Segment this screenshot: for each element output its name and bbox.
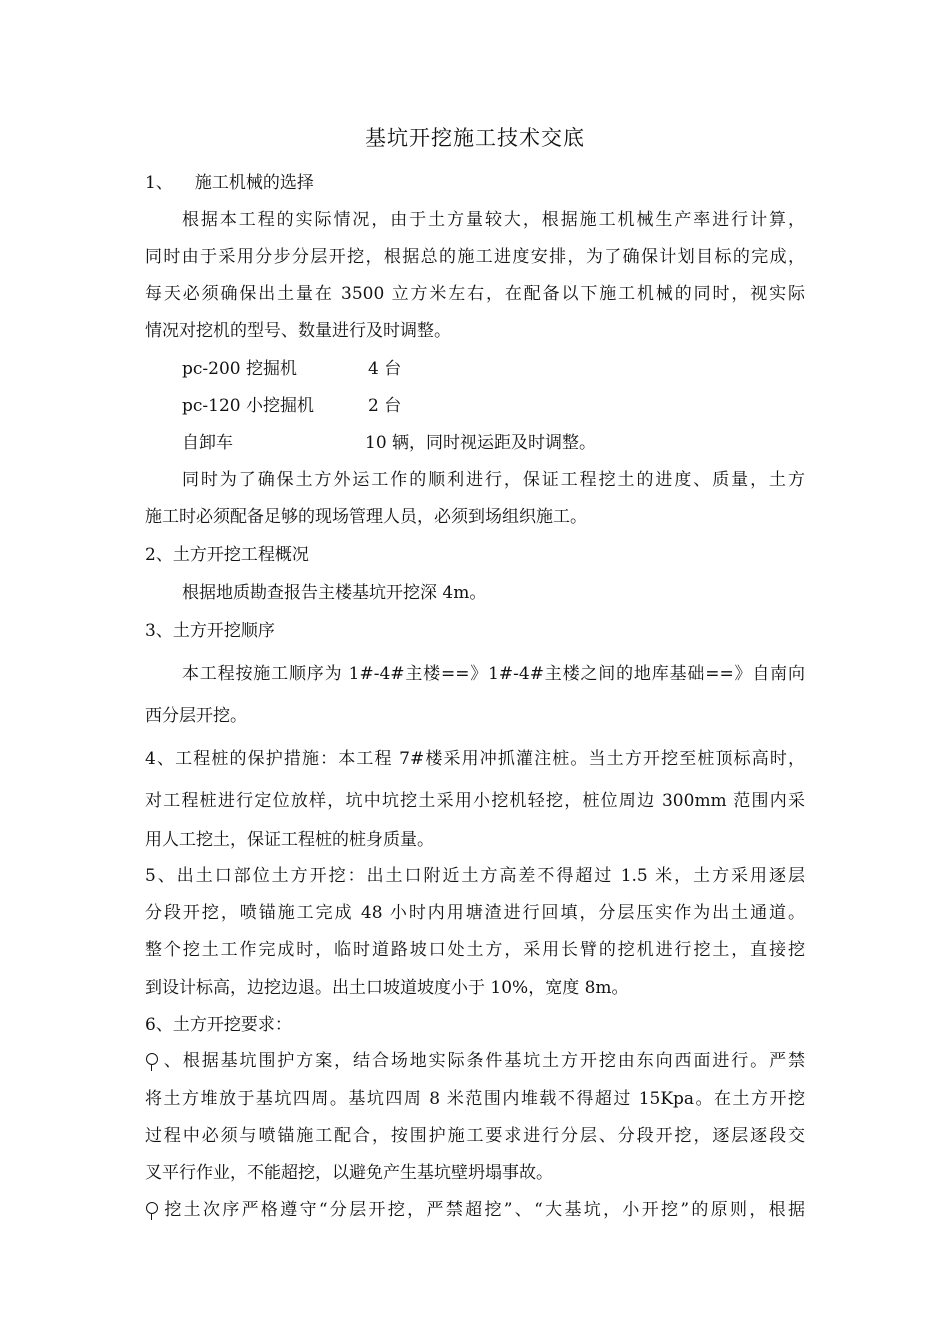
section-5-line: 分段开挖，喷锚施工完成 48 小时内用塘渣进行回填，分层压实作为出土通道。 [145, 903, 805, 923]
paragraph-line: 根据本工程的实际情况，由于土方量较大，根据施工机械生产率进行计算， [182, 210, 805, 230]
machine-qty: 10 辆，同时视运距及时调整。 [365, 433, 597, 453]
bullet-icon [145, 1053, 159, 1067]
bullet-line: 、根据基坑围护方案，结合场地实际条件基坑土方开挖由东向西面进行。严禁 [145, 1050, 805, 1072]
bullet-line: 挖土次序严格遵守“分层开挖，严禁超挖”、“大基坑，小开挖”的原则，根据 [145, 1199, 805, 1221]
section-4-line: 用人工挖土，保证工程桩的桩身质量。 [145, 830, 434, 850]
bullet-line: 过程中必须与喷锚施工配合，按围护施工要求进行分层、分段开挖，逐层逐段交 [145, 1126, 805, 1146]
section-3-heading: 3、土方开挖顺序 [145, 621, 275, 641]
section-1-heading [145, 172, 314, 194]
section-2-heading: 2、土方开挖工程概况 [145, 545, 309, 565]
section-1-number: 1、 [145, 173, 173, 193]
paragraph-line: 同时为了确保土方外运工作的顺利进行，保证工程挖土的进度、质量，土方 [182, 470, 805, 490]
machine-name: pc-120 小挖掘机 [182, 396, 314, 416]
paragraph-line: 情况对挖机的型号、数量进行及时调整。 [145, 321, 451, 341]
bullet-line: 叉平行作业，不能超挖，以避免产生基坑壁坍塌事故。 [145, 1163, 553, 1183]
paragraph-line: 同时由于采用分步分层开挖，根据总的施工进度安排，为了确保计划目标的完成， [145, 247, 805, 267]
document-title: 基坑开挖施工技术交底 [365, 126, 585, 150]
paragraph-line: 施工时必须配备足够的现场管理人员，必须到场组织施工。 [145, 507, 587, 527]
section-1-title: 施工机械的选择 [194, 173, 314, 193]
machine-qty: 4 台 [368, 359, 402, 379]
machine-name: 自卸车 [182, 433, 233, 453]
section-5-line: 到设计标高，边挖边退。出土口坡道坡度小于 10%，宽度 8m。 [145, 978, 629, 998]
bullet-icon [145, 1202, 159, 1216]
section-4-line: 对工程桩进行定位放样，坑中坑挖土采用小挖机轻挖，桩位周边 300mm 范围内采 [145, 791, 805, 811]
machine-name: pc-200 挖掘机 [182, 359, 297, 379]
section-5-line: 5、出土口部位土方开挖：出土口附近土方高差不得超过 1.5 米，土方采用逐层 [145, 866, 805, 886]
machine-qty: 2 台 [368, 396, 402, 416]
section-4-line: 4、工程桩的保护措施：本工程 7#楼采用冲抓灌注桩。当土方开挖至桩顶标高时， [145, 749, 805, 769]
paragraph-line: 每天必须确保出土量在 3500 立方米左右，在配备以下施工机械的同时，视实际 [145, 284, 805, 304]
bullet-line: 将土方堆放于基坑四周。基坑四周 8 米范围内堆载不得超过 15Kpa。在土方开挖 [145, 1089, 805, 1109]
paragraph-line: 本工程按施工顺序为 1#-4#主楼==》1#-4#主楼之间的地库基础==》自南向 [182, 664, 805, 684]
paragraph-line: 根据地质勘查报告主楼基坑开挖深 4m。 [182, 583, 487, 603]
section-5-line: 整个挖土工作完成时，临时道路坡口处土方，采用长臂的挖机进行挖土，直接挖 [145, 940, 805, 960]
paragraph-line: 西分层开挖。 [145, 706, 247, 726]
section-6-heading: 6、土方开挖要求： [145, 1015, 292, 1035]
